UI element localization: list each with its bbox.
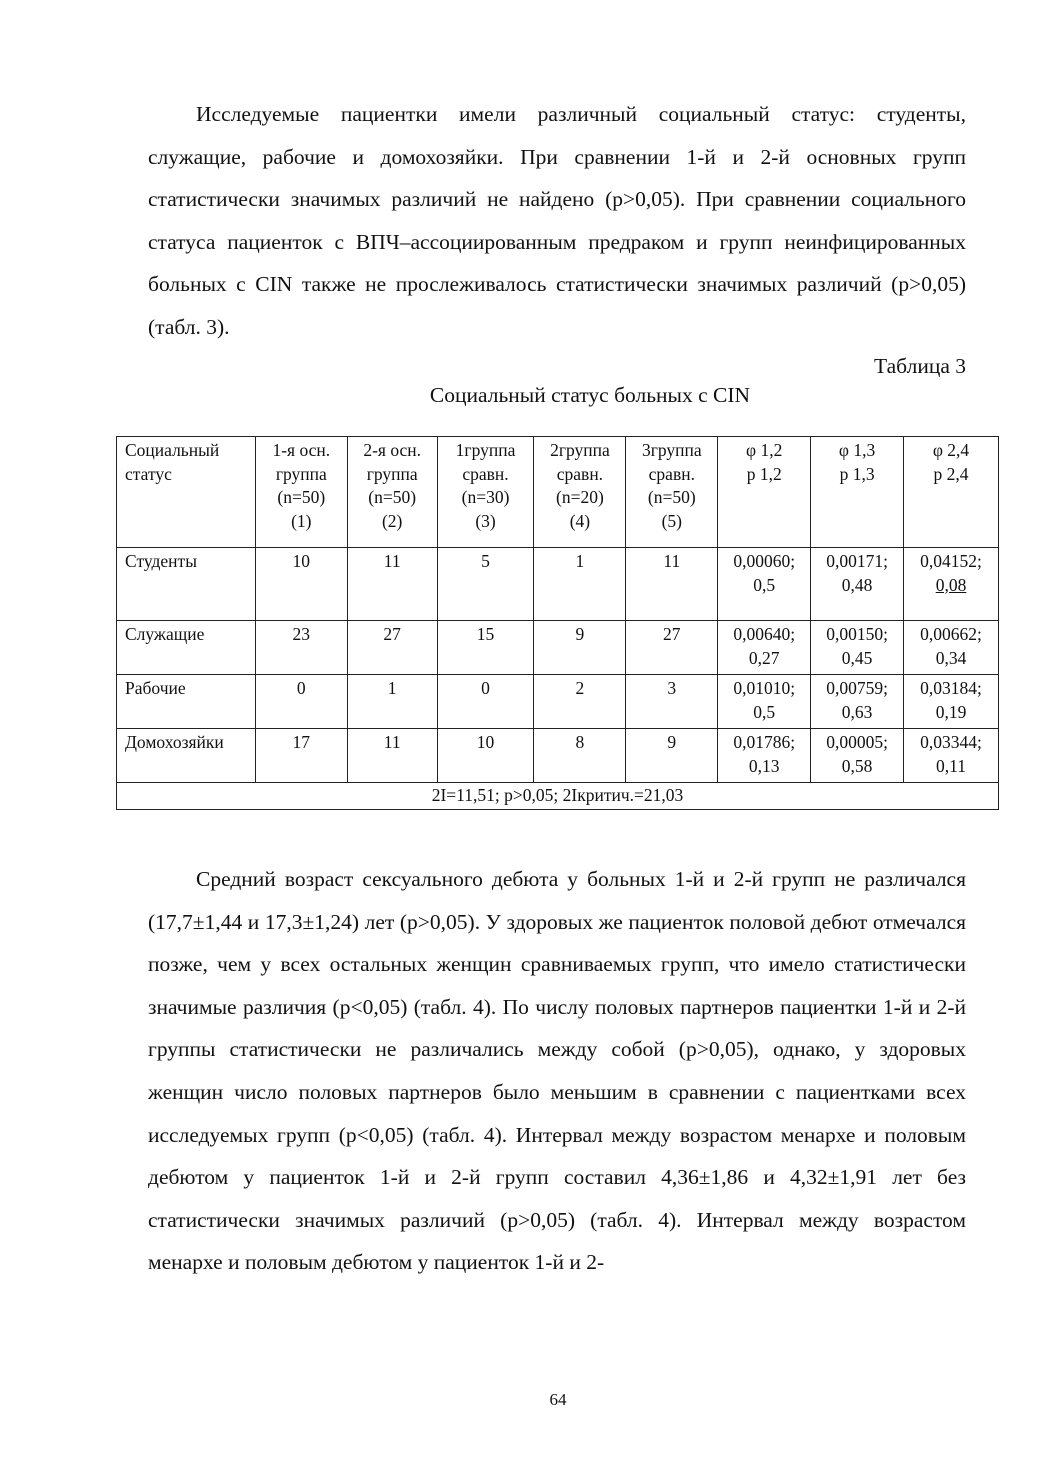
table-row [117, 675, 999, 729]
table-cell: 3 [626, 675, 718, 729]
row-label: Рабочие [117, 675, 256, 729]
header-cell: 1-я осн. группа (n=50) (1) [255, 437, 347, 548]
table-cell: 2 [534, 675, 626, 729]
table-cell: 0,01010; 0,5 [718, 675, 811, 729]
table-cell: 0,00662; 0,34 [904, 621, 999, 675]
table-cell: 0,00759; 0,63 [811, 675, 904, 729]
table-cell: 11 [347, 548, 437, 621]
table-cell: 1 [534, 548, 626, 621]
header-cell: φ 1,3 р 1,3 [811, 437, 904, 548]
header-cell: 1группа сравн. (n=30) (3) [437, 437, 534, 548]
table-cell: 0,04152; 0,08 [904, 548, 999, 621]
table-cell: 1 [347, 675, 437, 729]
table-cell: 0,00640; 0,27 [718, 621, 811, 675]
header-cell: 2группа сравн. (n=20) (4) [534, 437, 626, 548]
table-cell: 8 [534, 729, 626, 783]
table-header-row [117, 437, 999, 548]
table-cell: 0,00060; 0,5 [718, 548, 811, 621]
table-cell: 0,03184; 0,19 [904, 675, 999, 729]
table-label: Таблица 3 [874, 354, 966, 378]
header-cell: φ 1,2 р 1,2 [718, 437, 811, 548]
header-cell: φ 2,4 р 2,4 [904, 437, 999, 548]
table-cell: 0,00005; 0,58 [811, 729, 904, 783]
table-row [117, 621, 999, 675]
table-cell: 10 [255, 548, 347, 621]
table-cell: 9 [534, 621, 626, 675]
table-title: Социальный статус больных с CIN [429, 383, 751, 407]
table-cell: 5 [437, 548, 534, 621]
table-footer: 2I=11,51; р>0,05; 2Iкритич.=21,03 [117, 783, 999, 810]
table-cell: 11 [626, 548, 718, 621]
row-label: Служащие [117, 621, 256, 675]
table-cell: 15 [437, 621, 534, 675]
page-number: 64 [549, 1390, 567, 1409]
table-cell: 23 [255, 621, 347, 675]
table-cell: 0,00150; 0,45 [811, 621, 904, 675]
table-cell: 0,03344; 0,11 [904, 729, 999, 783]
table-row [117, 548, 999, 621]
row-label: Студенты [117, 548, 256, 621]
table-footer-row [117, 783, 999, 810]
social-status-table [116, 436, 999, 810]
table-cell: 27 [347, 621, 437, 675]
paragraph-sexual-debut: Средний возраст сексуального дебюта у больных 1-й и 2-й групп не различался (17,7±1,44 и 17,3±1,24) лет (р>0,05). У здоровых же пациенток половой дебют отмечался позже, чем у всех остальных женщин сравниваемых групп, что имело статистически значимые различия (р<0,05) (табл. 4). По числу половых партнеров пациентки 1-й и 2-й группы статистически не различались между собой (р>0,05), однако, у здоровых женщин число половых партнеров было меньшим в сравнении с пациентками всех исследуемых групп (р<0,05) (табл. 4). Интервал между возрастом менархе и половым дебютом у пациенток 1-й и 2-й групп составил 4,36±1,86 и 4,32±1,91 лет без статистически значимых различий (р>0,05) (табл. 4). Интервал между возрастом менархе и половым дебютом у пациенток 1-й и 2- [148, 867, 966, 1275]
table-cell: 9 [626, 729, 718, 783]
table-cell: 0 [255, 675, 347, 729]
paragraph-social-status: Исследуемые пациентки имели различный социальный статус: студенты, служащие, рабочие и домохозяйки. При сравнении 1-й и 2-й основных групп статистически значимых различий не найдено (р>0,05). При сравнении социального статуса пациенток с ВПЧ–ассоциированным предраком и групп неинфицированных больных с CIN также не прослеживалось статистически значимых различий (р>0,05) (табл. 3). [148, 102, 966, 339]
table-cell: 0 [437, 675, 534, 729]
table-cell: 27 [626, 621, 718, 675]
table-cell: 0,00171; 0,48 [811, 548, 904, 621]
header-cell: Социальный статус [117, 437, 256, 548]
table-cell: 11 [347, 729, 437, 783]
header-cell: 2-я осн. группа (n=50) (2) [347, 437, 437, 548]
row-label: Домохозяйки [117, 729, 256, 783]
table-cell: 17 [255, 729, 347, 783]
table-row [117, 729, 999, 783]
table-cell: 0,01786; 0,13 [718, 729, 811, 783]
table-cell: 10 [437, 729, 534, 783]
header-cell: 3группа сравн. (n=50) (5) [626, 437, 718, 548]
